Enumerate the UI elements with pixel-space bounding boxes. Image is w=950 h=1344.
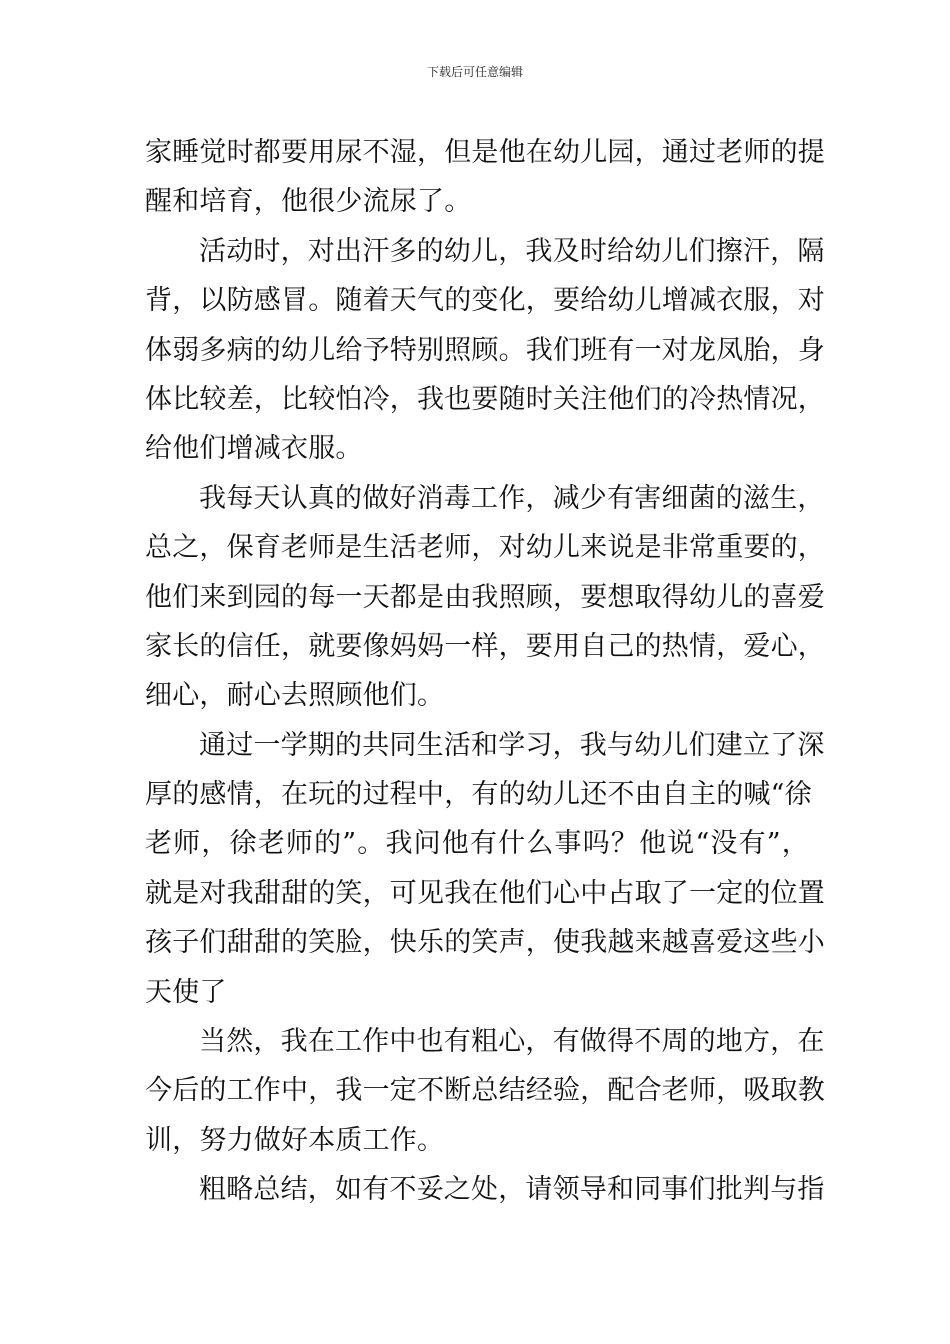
text-line: 体弱多病的幼儿给予特别照顾。我们班有一对龙凤胎，身 (145, 334, 825, 366)
text-line: 他们来到园的每一天都是由我照顾，要想取得幼儿的喜爱 (145, 581, 825, 613)
text-line: 就是对我甜甜的笑，可见我在他们心中占取了一定的位置 (145, 877, 825, 909)
text-line: 厚的感情，在玩的过程中，有的幼儿还不由自主的喊“徐 (145, 779, 812, 811)
text-line: 总之，保育老师是生活老师，对幼儿来说是非常重要的， (145, 532, 825, 564)
text-line: 醒和培育，他很少流尿了。 (145, 186, 472, 218)
body-text (145, 128, 825, 1215)
page-header: 下载后可任意编辑 (426, 65, 523, 79)
text-line: 给他们增减衣服。 (145, 433, 363, 465)
text-line: 粗略总结，如有不妥之处，请领导和同事们批判与指 (199, 1174, 825, 1206)
text-line: 孩子们甜甜的笑脸，快乐的笑声，使我越来越喜爱这些小 (145, 927, 825, 959)
text-line: 天使了 (145, 976, 227, 1008)
text-line: 老师，徐老师的”。我问他有什么事吗？他说“没有”， (145, 828, 809, 860)
text-line: 通过一学期的共同生活和学习，我与幼儿们建立了深 (199, 729, 825, 761)
text-line: 活动时，对出汗多的幼儿，我及时给幼儿们擦汗，隔 (199, 235, 825, 267)
text-line: 体比较差，比较怕冷，我也要随时关注他们的冷热情况， (145, 383, 825, 415)
text-line: 家长的信任，就要像妈妈一样，要用自己的热情，爱心， (145, 630, 825, 662)
text-line: 当然，我在工作中也有粗心，有做得不周的地方，在 (199, 1026, 825, 1058)
text-line: 背，以防感冒。随着天气的变化，要给幼儿增减衣服，对 (145, 285, 825, 317)
text-line: 细心，耐心去照顾他们。 (145, 680, 445, 712)
text-line: 训，努力做好本质工作。 (145, 1124, 445, 1156)
text-line: 我每天认真的做好消毒工作，减少有害细菌的滋生， (199, 482, 825, 514)
text-line: 家睡觉时都要用尿不湿，但是他在幼儿园，通过老师的提 (145, 137, 825, 168)
text-line: 今后的工作中，我一定不断总结经验，配合老师，吸取教 (145, 1075, 825, 1107)
